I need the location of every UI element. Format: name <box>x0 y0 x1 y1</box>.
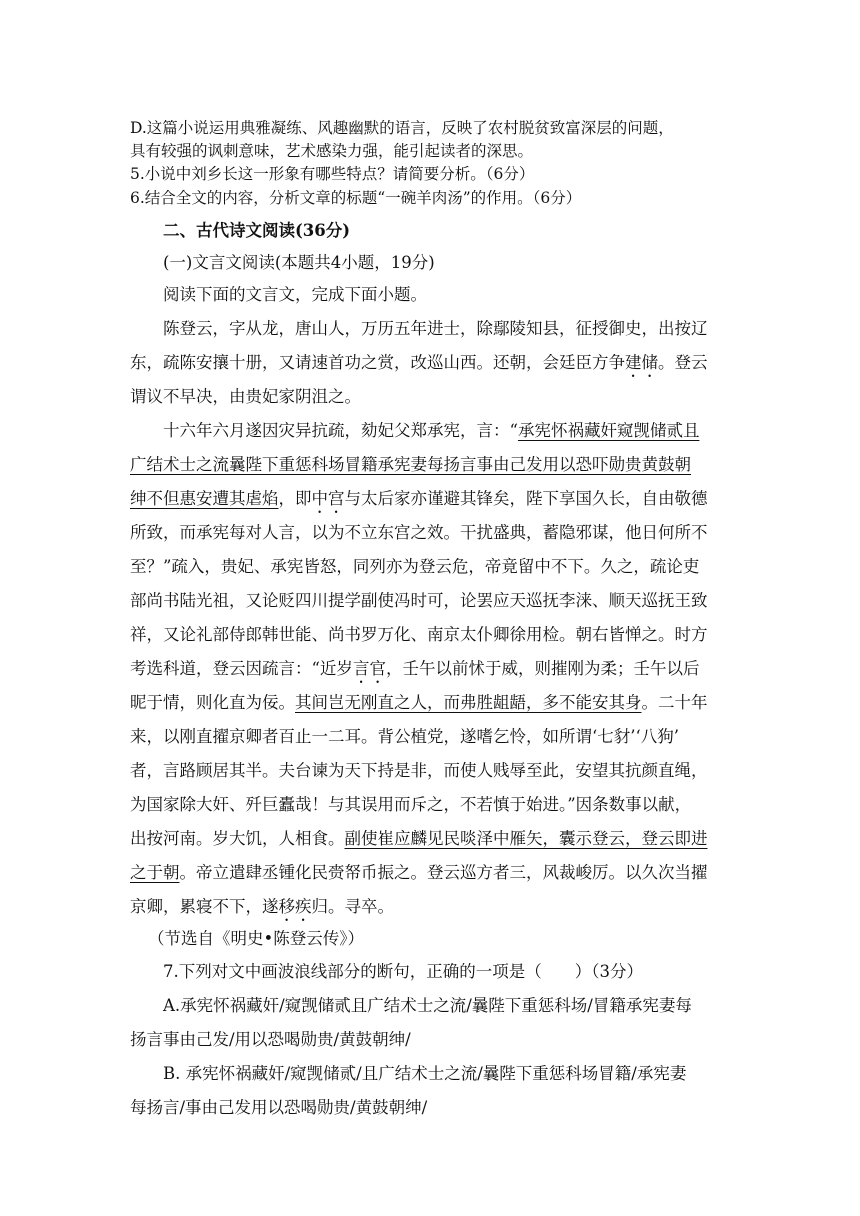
text-line <box>163 281 427 305</box>
text-segment: 所致，而承宪每对人言，以为不立东宫之效。干扰盛典，蓄隐邪谋，他日何所不 <box>130 523 708 542</box>
text-line <box>130 587 708 611</box>
text-segment: ，即 <box>278 489 312 508</box>
text-segment: 二、古代诗文阅读(36分) <box>163 221 351 240</box>
text-segment: 部尚书陆光祖，又论贬四川提学副使冯时可，论罢应天巡抚李涞、顺天巡抚王致 <box>130 591 708 610</box>
text-segment: 阅读下面的文言文，完成下面小题。 <box>163 285 427 304</box>
text-segment: 。帝立遣肆丞锺化民赍帑币振之。登云巡方者三，风裁峻厉。以久次当擢 <box>179 863 708 882</box>
text-line <box>130 451 691 475</box>
text-segment: 7.下列对文中画波浪线部分的断句，正确的一项是（ ）（3分） <box>163 962 643 981</box>
text-line <box>130 1026 411 1050</box>
text-segment: 与太后家亦谨避其锋矣，陛下享国久长，自由敬德 <box>344 489 708 508</box>
text-segment: A.承宪怀祸藏奸/窥觊储贰且广结术士之流/曩陛下重惩科场/冒籍承宪妻每 <box>163 996 692 1015</box>
dotted-emphasis-text: 移疾 <box>278 897 312 916</box>
text-line <box>130 825 708 849</box>
text-segment: 具有较强的讽刺意味，艺术感染力强，能引起读者的深思。 <box>130 142 534 160</box>
text-segment: 归。寻卒。 <box>311 897 394 916</box>
text-line <box>163 249 435 273</box>
text-line <box>148 925 364 949</box>
dotted-emphasis-text: 言官 <box>352 659 386 678</box>
text-line <box>163 217 350 241</box>
text-line <box>130 689 708 713</box>
text-line <box>163 1060 686 1084</box>
text-line <box>130 139 533 161</box>
text-line <box>163 958 643 982</box>
text-segment: 至？”疏入，贵妃、承宪皆怒，同列亦为登云危，帝竟留中不下。久之，疏论吏 <box>130 557 700 576</box>
text-segment: 5.小说中刘乡长这一形象有哪些特点？请简要分析。（6分） <box>130 165 535 183</box>
text-line <box>130 655 699 687</box>
text-segment: 东，疏陈安攘十册，又请速首功之赏，改巡山西。还朝，会廷臣方争 <box>130 353 625 372</box>
text-segment: 6.结合全文的内容，分析文章的标题“一碗羊肉汤”的作用。（6分） <box>130 189 582 207</box>
text-line <box>130 383 361 407</box>
text-line <box>130 186 581 208</box>
underlined-text: 副使崔应麟见民啖泽中雁矢，囊示登云，登云即进 <box>344 829 708 848</box>
text-line <box>130 893 394 925</box>
text-segment: 。二十年 <box>641 693 708 712</box>
underlined-text: 广结术士之流曩陛下重惩科场冒籍承宪妻每扬言事由己发用以恐吓勋贵黄鼓朝 <box>130 455 691 474</box>
underlined-text: 承宪怀祸藏奸窥觊储贰且 <box>517 421 700 440</box>
text-segment: 京卿，累寝不下，遂 <box>130 897 279 916</box>
text-segment: 每扬言/事由己发用以恐喝勋贵/黄鼓朝绅/ <box>130 1098 428 1117</box>
text-line <box>130 757 708 781</box>
text-line <box>130 349 708 381</box>
text-line <box>130 723 679 747</box>
text-line <box>130 859 708 883</box>
text-segment: 谓议不早决，由贵妃家阴沮之。 <box>130 387 361 406</box>
dotted-emphasis-text: 建储 <box>625 353 658 372</box>
text-line <box>130 553 699 577</box>
text-line <box>130 621 708 645</box>
text-line <box>130 791 691 815</box>
underlined-text: 其间岂无刚直之人，而弗胜龃龉，多不能安其身 <box>295 693 642 712</box>
underlined-text: 绅不但惠安遭其虐焰 <box>130 489 279 508</box>
text-segment: 。登云 <box>658 353 708 372</box>
text-segment: B. 承宪怀祸藏奸/窥觊储贰/且广结术士之流/曩陛下重惩科场冒籍/承宪妻 <box>163 1064 687 1083</box>
text-segment: 来，以刚直擢京卿者百止一二耳。背公植党，遂嗜乞怜，如所谓‘七豺’‘八狗’ <box>130 727 679 746</box>
dotted-emphasis-text: 中宫 <box>311 489 345 508</box>
text-line <box>130 519 708 543</box>
text-segment: ，壬午以前怵于威，则摧刚为柔；壬午以后 <box>385 659 700 678</box>
text-segment: 十六年六月遂因灾异抗疏，劾妃父郑承宪，言：“ <box>163 421 518 440</box>
text-segment: 陈登云，字从龙，唐山人，万历五年进士，除鄢陵知县，征授御史，出按辽 <box>163 319 708 338</box>
text-segment: 考选科道，登云因疏言：“近岁 <box>130 659 353 678</box>
text-segment: 为国家除大奸、歼巨蠹哉！与其误用而斥之，不若慎于始进。”因条数事以献， <box>130 795 692 814</box>
text-line <box>130 1094 427 1118</box>
text-line <box>163 992 692 1016</box>
text-segment: 出按河南。岁大饥，人相食。 <box>130 829 345 848</box>
text-segment: 昵于情，则化直为佞。 <box>130 693 295 712</box>
text-line <box>163 315 708 339</box>
text-line <box>130 485 708 517</box>
underlined-text: 之于朝 <box>130 863 180 882</box>
text-segment: (一)文言文阅读(本题共4小题，19分) <box>163 253 435 272</box>
text-segment: （节选自《明史•陈登云传》） <box>148 929 364 948</box>
text-segment: 者，言路顾居其半。夫台谏为天下持是非，而使人贱辱至此，安望其抗颜直绳， <box>130 761 708 780</box>
text-line <box>163 417 699 441</box>
text-segment: D.这篇小说运用典雅凝练、风趣幽默的语言，反映了农村脱贫致富深层的问题， <box>130 119 674 137</box>
text-line <box>130 116 674 138</box>
text-segment: 祥，又论礼部侍郎韩世能、尚书罗万化、南京太仆卿徐用检。朝右皆惮之。时方 <box>130 625 708 644</box>
text-line <box>130 162 534 184</box>
text-segment: 扬言事由己发/用以恐喝勋贵/黄鼓朝绅/ <box>130 1030 411 1049</box>
